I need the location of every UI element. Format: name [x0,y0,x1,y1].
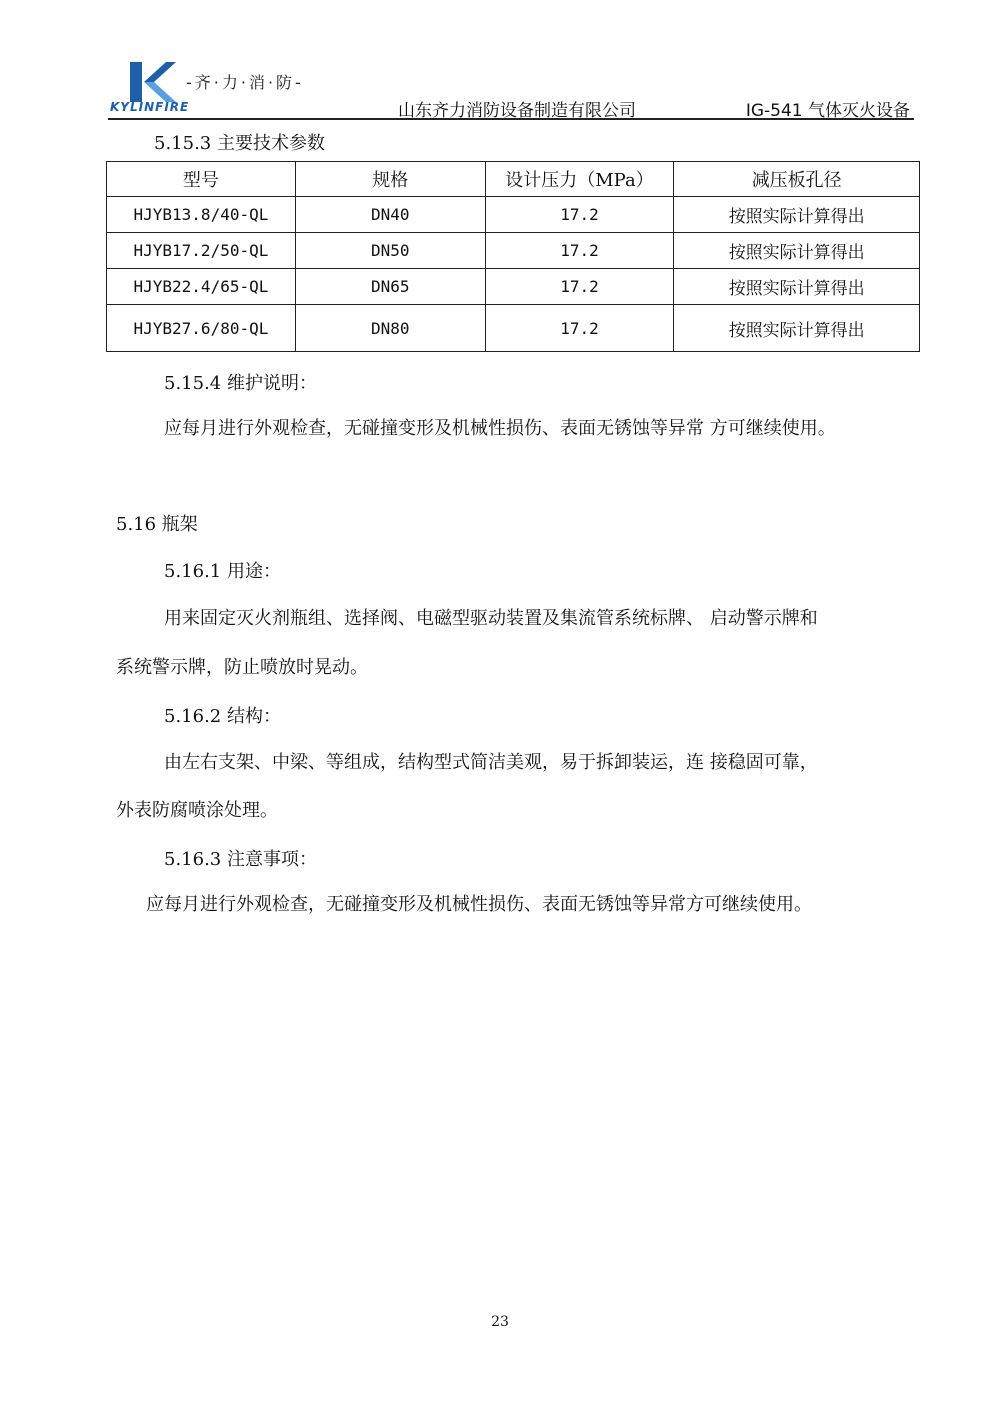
table-row [107,269,920,305]
logo-slogan: -齐·力·消·防- [186,73,304,92]
kylinfire-logo-icon [130,62,176,102]
header-divider [108,118,914,120]
pressure-cell: 17.2 [485,197,674,233]
table-row [107,233,920,269]
column-header: 规格 [295,162,485,197]
table-row [107,305,920,352]
structure-text-line-2: 外表防腐喷涂处理。 [116,800,278,821]
table-row [107,197,920,233]
page-number: 23 [491,1314,509,1330]
model-cell: HJYB27.6/80-QL [107,305,296,352]
spec-cell: DN50 [295,233,485,269]
pressure-cell: 17.2 [485,269,674,305]
pressure-cell: 17.2 [485,233,674,269]
model-cell: HJYB13.8/40-QL [107,197,296,233]
column-header: 型号 [107,162,296,197]
usage-text-line-1: 用来固定灭火剂瓶组、选择阀、电磁型驱动装置及集流管系统标牌、 启动警示牌和 [164,608,818,629]
usage-text-line-2: 系统警示牌，防止喷放时晃动。 [116,657,368,678]
orifice-cell: 按照实际计算得出 [674,305,920,352]
pressure-cell: 17.2 [485,305,674,352]
notes-text: 应每月进行外观检查，无碰撞变形及机械性损伤、表面无锈蚀等异常方可继续使用。 [146,894,812,915]
orifice-cell: 按照实际计算得出 [674,233,920,269]
orifice-cell: 按照实际计算得出 [674,197,920,233]
section-5-16-2-heading: 5.16.2 结构： [164,706,281,727]
logo-wordmark: KYLINFIRE [110,100,190,114]
column-header: 减压板孔径 [674,162,920,197]
section-5-15-3-heading: 5.15.3 主要技术参数 [154,133,325,154]
maintenance-text: 应每月进行外观检查，无碰撞变形及机械性损伤、表面无锈蚀等异常 方可继续使用。 [164,418,836,439]
orifice-cell: 按照实际计算得出 [674,269,920,305]
header-company-name: 山东齐力消防设备制造有限公司 [398,101,636,121]
section-5-16-3-heading: 5.16.3 注意事项： [164,849,317,870]
spec-cell: DN80 [295,305,485,352]
header-product-name: IG-541 气体灭火设备 [745,101,910,121]
structure-text-line-1: 由左右支架、中梁、等组成，结构型式简洁美观，易于拆卸装运，连 接稳固可靠， [164,752,818,773]
column-header: 设计压力（MPa） [485,162,674,197]
table-header-row [107,162,920,197]
section-5-16-heading: 5.16 瓶架 [116,514,198,535]
spec-cell: DN40 [295,197,485,233]
model-cell: HJYB22.4/65-QL [107,269,296,305]
section-5-15-4-heading: 5.15.4 维护说明： [164,373,317,394]
spec-cell: DN65 [295,269,485,305]
model-cell: HJYB17.2/50-QL [107,233,296,269]
section-5-16-1-heading: 5.16.1 用途： [164,561,281,582]
tech-params-table [106,161,920,352]
